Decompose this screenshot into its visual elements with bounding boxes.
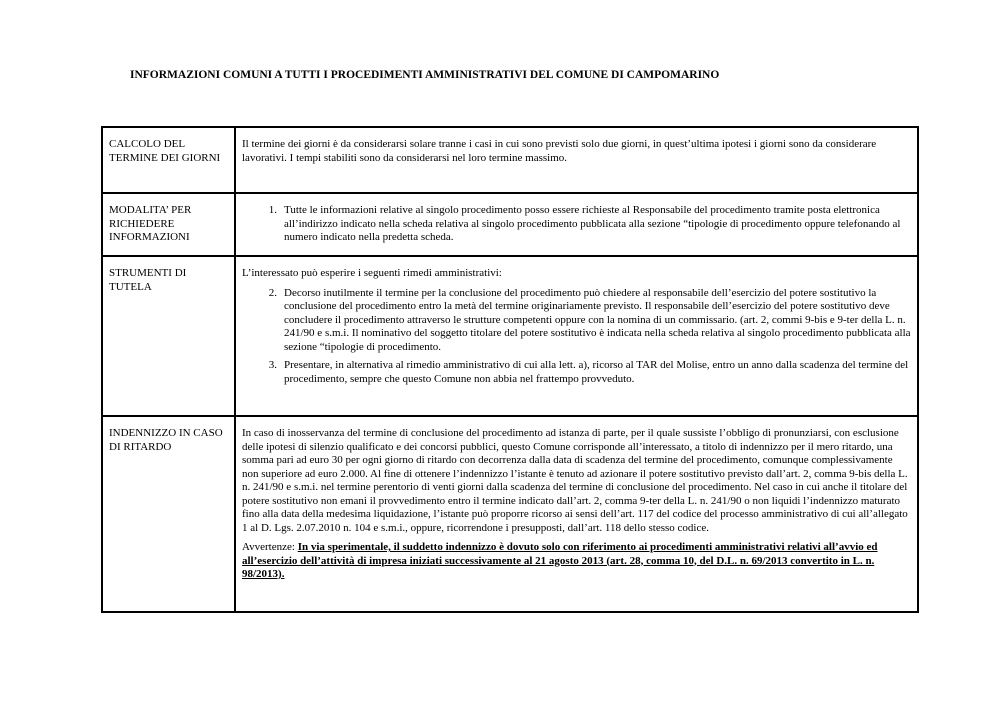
table-row-calcolo	[102, 127, 918, 193]
warning-label: Avvertenze	[242, 541, 292, 553]
row-content	[235, 256, 918, 416]
row-content	[235, 127, 918, 193]
row-label: INDENNIZZO IN CASO DI RITARDO	[102, 416, 235, 612]
list-item	[242, 359, 911, 386]
list-item	[242, 204, 911, 245]
list-item-number: 3.	[268, 359, 277, 371]
table-row-modalita	[102, 193, 918, 256]
list-item-number: 2.	[268, 286, 277, 299]
document-title: INFORMAZIONI COMUNI A TUTTI I PROCEDIMENTI AMMINISTRATIVI DEL COMUNE DI CAMPOMARINO	[130, 69, 720, 81]
table-row-strumenti	[102, 256, 918, 416]
list-item-text: Tutte le informazioni relative al singolo procedimento posso essere richieste al Responsabile del procedimento tramite posta elettronica all’indirizzo indicato nella scheda relativa al singolo procedimento pubblicata alla sezione “tipologie di procedimento oppure telefonando al numero indicato nella predetta scheda.	[284, 204, 901, 243]
table-row-indennizzo	[102, 416, 918, 612]
row-content	[235, 416, 918, 612]
list-item-text: Presentare, in alternativa al rimedio amministrativo di cui alla lett. a), ricorso al TAR del Molise, entro un anno dalla scadenza del termine del procedimento, sempre che questo Comune non abbia nel frattempo provveduto.	[284, 359, 909, 385]
row-intro: L’interessato può esperire i seguenti rimedi amministrativi:	[242, 267, 502, 279]
row-label: CALCOLO DEL TERMINE DEI GIORNI	[102, 127, 235, 193]
row-label: MODALITA’ PER RICHIEDERE INFORMAZIONI	[102, 193, 235, 256]
list-item-number: 1.	[268, 204, 277, 216]
warning-separator: :	[291, 541, 298, 553]
row-text: In caso di inosservanza del termine di conclusione del procedimento ad istanza di parte, per il quale sussiste l’obbligo di pronunziarsi, con esclusione delle ipotesi di silenzio qualificato e dei concorsi pubblici, questo Comune corrisponde all’interessato, a titolo di indennizzo per il mero ritardo, una somma pari ad euro 30 per ogni giorno di ritardo con decorrenza dalla data di scadenza del termine del procedimento, comunque complessivamente non superiore ad euro 2.000. Al fine di ottenere l’indennizzo l’istante è tenuto ad azionare il potere sostitutivo previsto dall’art. 2, comma 9-bis della L. n. 241/90 e s.m.i. nel termine perentorio di venti giorni dalla scadenza del termine di conclusione del procedimento. Nel caso in cui anche il titolare del potere sostitutivo non emani il provvedimento entro il termine indicato dall’art. 2, comma 9-ter della L. n. 241/90 o non liquidi l’indennizzo maturato fino alla data della medesima liquidazione, l’istante può proporre ricorso ai sensi dell’art. 117 del codice del processo amministrativo di cui all’allegato 1 al D. Lgs. 2.07.2010 n. 104 e s.m.i., oppure, ricorrendone i presupposti, dall’art. 118 dello stesso codice.	[242, 427, 908, 534]
warning-text: In via sperimentale, il suddetto indennizzo è dovuto solo con riferimento ai procedimenti amministrativi relativi all’avvio ed all’esercizio dell’attività di impresa iniziati successivamente al 21 agosto 2013 (art. 28, comma 10, del D.L. n. 69/2013 convertito in L. n. 98/2013).	[242, 541, 878, 580]
row-text: Il termine dei giorni è da considerarsi solare tranne i casi in cui sono previsti solo due giorni, in quest’ultima ipotesi i giorni sono da considerare lavorativi. I tempi stabiliti sono da considerarsi nel loro termine massimo.	[242, 138, 877, 164]
warning-paragraph	[242, 541, 911, 582]
list-item	[242, 287, 911, 355]
row-label: STRUMENTI DI TUTELA	[102, 256, 235, 416]
info-table	[101, 126, 919, 613]
list-item-text: Decorso inutilmente il termine per la conclusione del procedimento può chiedere al responsabile dell’esercizio del potere sostitutivo la conclusione del procedimento entro la metà del termine originariamente previsto. Il responsabile dell’esercizio del potere sostitutivo deve concludere il procedimento attraverso le strutture competenti oppure con la nomina di un commissario. (art. 2, commi 9-bis e 9-ter della L. n. 241/90 e s.m.i. Il nominativo del soggetto titolare del potere sostitutivo è indicata nella scheda relativa al singolo procedimento pubblicata alla sezione “tipologie di procedimento.	[284, 286, 911, 353]
row-content	[235, 193, 918, 256]
